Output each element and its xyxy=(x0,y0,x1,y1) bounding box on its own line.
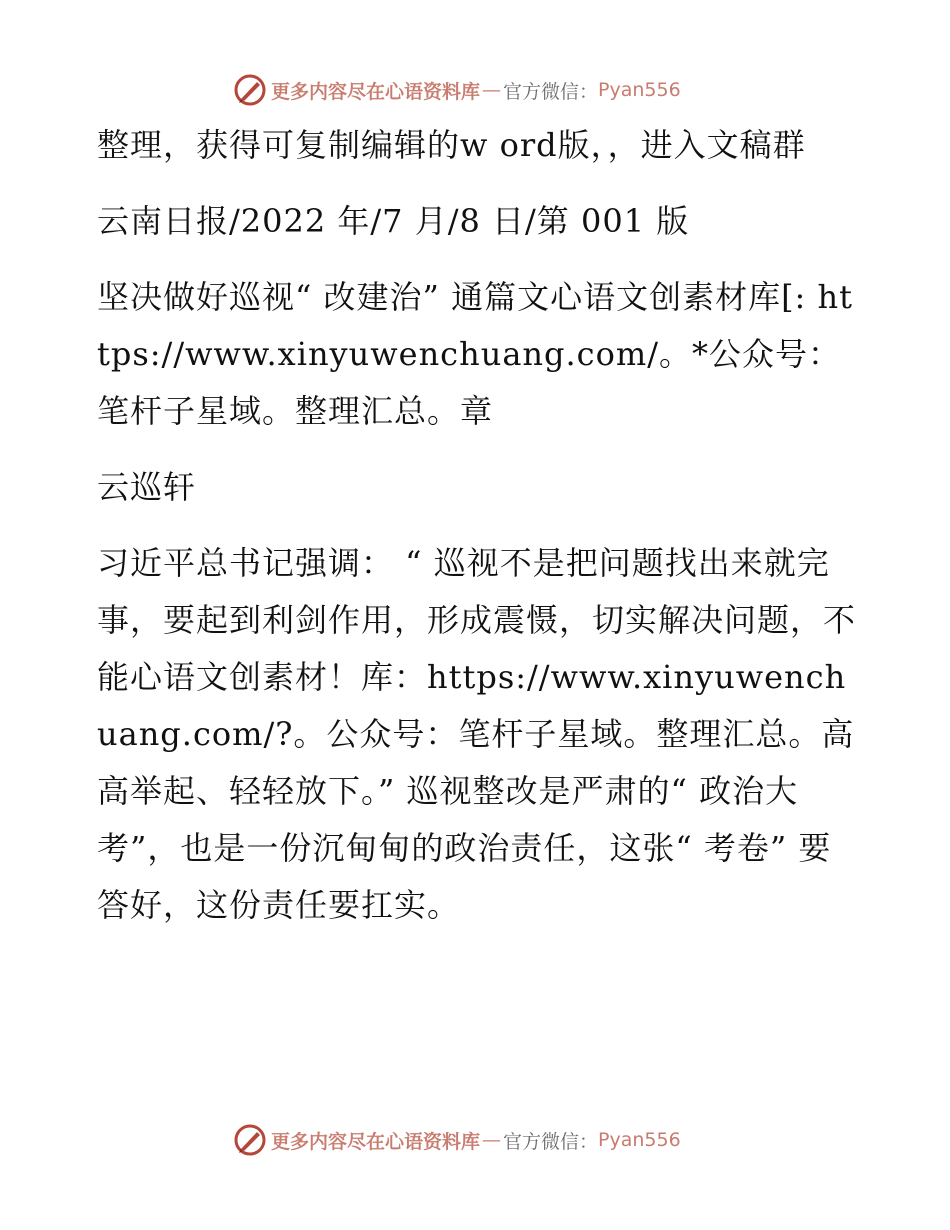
header-site-text: 更多内容尽在心语资料库 xyxy=(271,80,481,103)
footer-wechat-label: 官方微信： xyxy=(503,1130,599,1153)
paragraph-author: 云巡轩 xyxy=(97,468,197,506)
document-body xyxy=(97,117,857,953)
header-wechat-handle: Pyan556 xyxy=(598,79,681,101)
pen-circle-logo-icon xyxy=(233,73,267,107)
paragraph-source: 云南日报/2022 年/7 月/8 日/第 001 版 xyxy=(97,202,690,240)
header-banner xyxy=(233,72,713,108)
paragraph-body: 习近平总书记强调： “ 巡视不是把问题找出来就完事，要起到利剑作用，形成震慑，切实解决问题，不能心语文创素材！库：https://www.xinyuwenchuang.com/?。公众号：笔杆子星域。整理汇总。高高举起、轻轻放下。” 巡视整改是严肃的“ 政治大考”，也是一份沉甸甸的政治责任，这张“ 考卷” 要答好，这份责任要扛实。 xyxy=(97,544,857,924)
pen-circle-logo-icon xyxy=(233,1123,267,1157)
paragraph-title: 坚决做好巡视“ 改建治” 通篇文心语文创素材库[: https://www.xinyuwenchuang.com/。*公众号：笔杆子星域。整理汇总。章 xyxy=(97,278,853,430)
footer-site-text: 更多内容尽在心语资料库 xyxy=(271,1130,481,1153)
footer-wechat-handle: Pyan556 xyxy=(598,1129,681,1151)
footer-dash: — xyxy=(482,1129,502,1151)
footer-banner xyxy=(233,1122,713,1158)
header-wechat-label: 官方微信： xyxy=(503,80,599,103)
header-dash: — xyxy=(482,79,502,101)
paragraph-intro: 整理，获得可复制编辑的w ord版，，进入文稿群 xyxy=(97,126,806,164)
